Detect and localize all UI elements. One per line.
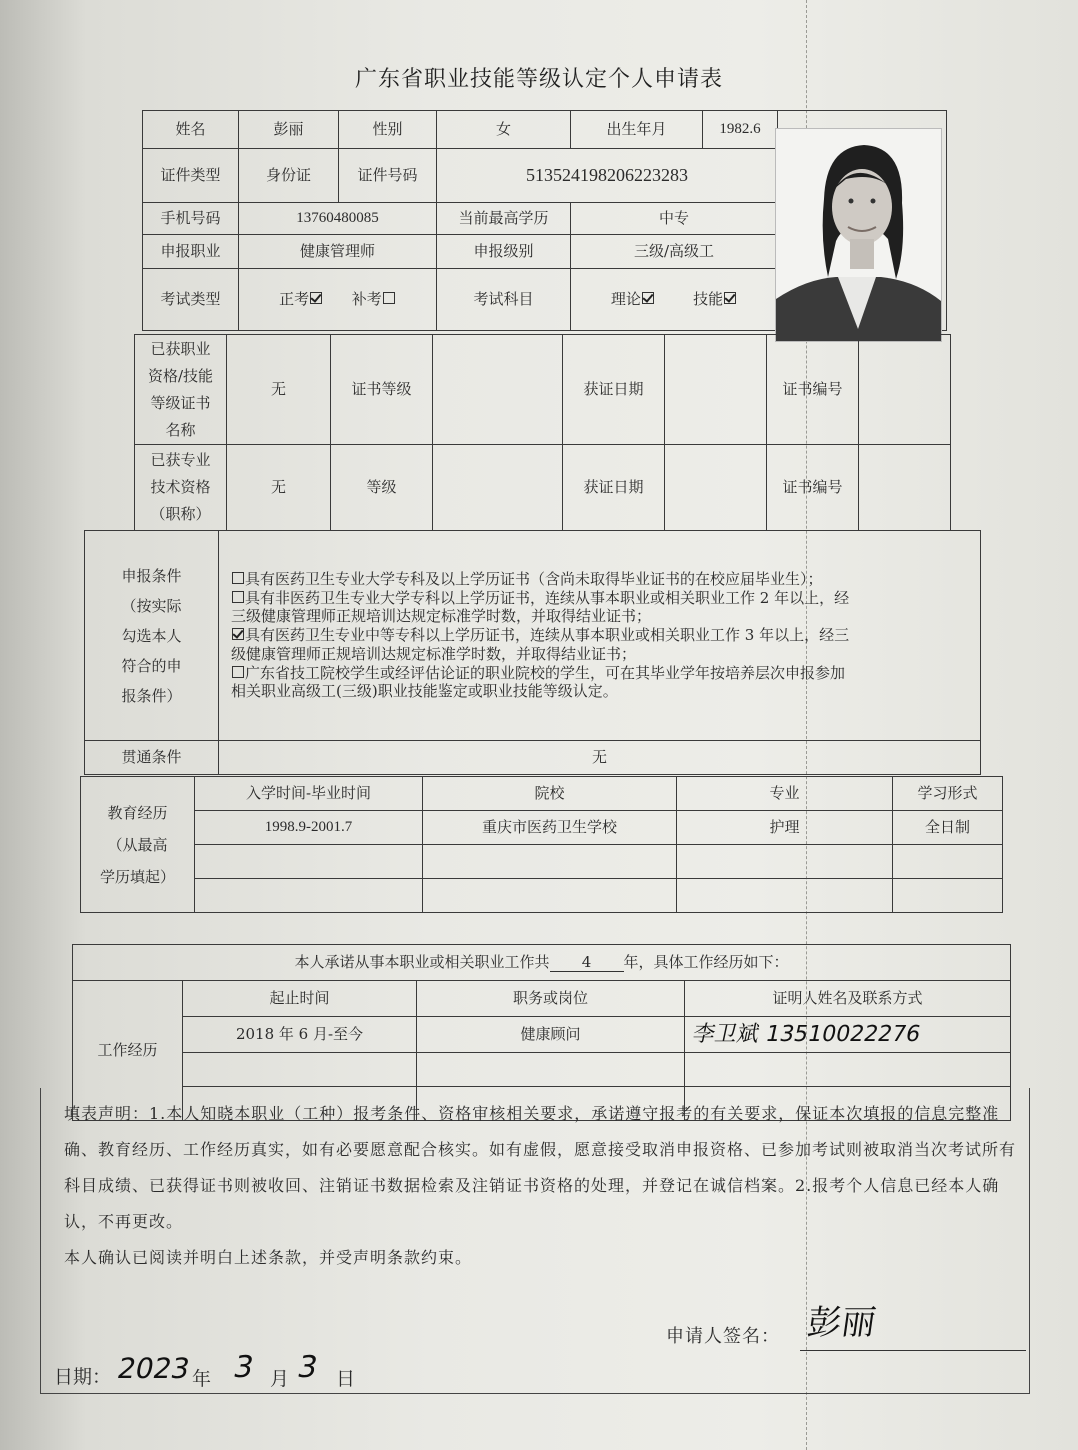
work-header-position: 职务或岗位	[417, 981, 685, 1017]
date-label: 日期：	[54, 1366, 112, 1388]
id-type-value: 身份证	[239, 149, 339, 203]
work-period: 2018 年 6 月-至今	[183, 1017, 417, 1053]
level-value: 三级/高级工	[571, 235, 778, 269]
condition-item-2: 具有非医药卫生专业大学专科以上学历证书，连续从事本职业或相关职业工作 2 年以上，经 三级健康管理师正规培训达规定标准学时数，并取得结业证书；	[231, 588, 850, 626]
work-years: 4	[550, 953, 624, 973]
qualification-table	[134, 334, 951, 531]
condition-item-4: 广东省技工院校学生或经评估论证的职业院校的学生，可在其毕业学年按培养层次申报参加 相关职业高级工(三级)职业技能鉴定或职业技能等级认定。	[231, 663, 846, 701]
work-header-reference: 证明人姓名及联系方式	[685, 981, 1011, 1017]
edu-mode: 全日制	[893, 811, 1003, 845]
table-row	[73, 1017, 1011, 1053]
date-day: 3	[294, 1350, 321, 1385]
subject-skill-label: 技能	[693, 290, 724, 309]
signature-line	[800, 1350, 1026, 1351]
exam-makeup-label: 补考	[351, 290, 382, 309]
id-no-label: 证件号码	[339, 149, 437, 203]
edu-school: 重庆市医药卫生学校	[423, 811, 677, 845]
table-row	[73, 1053, 1011, 1087]
table-row	[81, 811, 1003, 845]
work-position: 健康顾问	[417, 1017, 685, 1053]
tech-date-label: 获证日期	[563, 445, 665, 531]
table-row	[81, 845, 1003, 879]
declaration-para-1: 填表声明：1.本人知晓本职业（工种）报考条件、资格审核相关要求，承诺遵守报考的有关要求，保证本次填报的信息完整准确、教育经历、工作经历真实，如有必要愿意配合核实。如有虚假，愿意接受取消申报资格、已参加考试则被取消当次考试所有科目成绩、已获得证书则被收回、注销证书数据检索及注销证书资格的处理，并登记在诚信档案。2.报考个人信息已经本人确认，不再更改。	[64, 1104, 1017, 1231]
tech-date-value	[665, 445, 767, 531]
date-year-unit: 年	[192, 1368, 212, 1390]
conditions-table	[84, 530, 981, 775]
date-day-unit: 日	[336, 1368, 356, 1390]
phone-label: 手机号码	[143, 203, 239, 235]
education-table	[80, 776, 1003, 913]
cert-name-value: 无	[227, 335, 331, 445]
conditions-label: 申报条件 （按实际 勾选本人 符合的申 报条件）	[85, 531, 219, 741]
exam-regular-checkbox[interactable]	[310, 292, 322, 304]
tech-no-label: 证书编号	[767, 445, 859, 531]
condition-item-1: 具有医药卫生专业大学专科及以上学历证书（含尚未取得毕业证书的在校应届毕业生）；	[231, 570, 968, 589]
exam-regular-label: 正考	[279, 290, 310, 309]
name-value: 彭丽	[239, 111, 339, 149]
level-label: 申报级别	[437, 235, 571, 269]
date-month: 3	[230, 1350, 257, 1385]
signature: 彭丽	[804, 1303, 879, 1343]
form-title: 广东省职业技能等级认定个人申请表	[354, 67, 723, 92]
portrait-icon	[776, 129, 941, 341]
condition-1-checkbox[interactable]	[232, 572, 244, 584]
cert-name-label: 已获职业 资格/技能 等级证书 名称	[135, 335, 227, 445]
education-label: 教育经历 （从最高 学历填起）	[81, 777, 195, 913]
subject-label: 考试科目	[437, 269, 571, 331]
work-label: 工作经历	[73, 981, 183, 1121]
edu-label: 当前最高学历	[437, 203, 571, 235]
subject-theory-label: 理论	[610, 290, 641, 309]
condition-4-checkbox[interactable]	[232, 666, 244, 678]
edu-header-major: 专业	[677, 777, 893, 811]
cert-no-value	[859, 335, 951, 445]
date-month-unit: 月	[270, 1368, 290, 1390]
edu-value: 中专	[571, 203, 778, 235]
tech-label: 已获专业 技术资格 （职称）	[135, 445, 227, 531]
id-no-value: 513524198206223283	[437, 149, 778, 203]
edu-major: 护理	[677, 811, 893, 845]
gender-label: 性别	[339, 111, 437, 149]
applicant-photo	[775, 128, 942, 342]
through-label: 贯通条件	[85, 741, 219, 775]
exam-type-label: 考试类型	[143, 269, 239, 331]
date-year: 2023	[114, 1352, 193, 1385]
edu-header-period: 入学时间-毕业时间	[195, 777, 423, 811]
job-label: 申报职业	[143, 235, 239, 269]
exam-type-options	[239, 269, 437, 331]
declaration-text	[64, 1096, 1016, 1276]
edu-period: 1998.9-2001.7	[195, 811, 423, 845]
cert-date-value	[665, 335, 767, 445]
condition-3-checkbox[interactable]	[232, 628, 244, 640]
cert-level-label: 证书等级	[331, 335, 433, 445]
cert-date-label: 获证日期	[563, 335, 665, 445]
tech-no-value	[859, 445, 951, 531]
tech-value: 无	[227, 445, 331, 531]
work-promise: 本人承诺从事本职业或相关职业工作共 4 年，具体工作经历如下：	[73, 945, 1011, 981]
phone-value: 13760480085	[239, 203, 437, 235]
birth-label: 出生年月	[571, 111, 703, 149]
work-header-period: 起止时间	[183, 981, 417, 1017]
tech-level-label: 等级	[331, 445, 433, 531]
edu-header-mode: 学习形式	[893, 777, 1003, 811]
edu-header-school: 院校	[423, 777, 677, 811]
id-type-label: 证件类型	[143, 149, 239, 203]
declaration-para-2: 本人确认已阅读并明白上述条款，并受声明条款约束。	[64, 1248, 473, 1267]
subject-theory-checkbox[interactable]	[642, 292, 654, 304]
birth-value: 1982.6	[703, 111, 778, 149]
subject-options	[571, 269, 778, 331]
through-value: 无	[219, 741, 981, 775]
tech-level-value	[433, 445, 563, 531]
name-label: 姓名	[143, 111, 239, 149]
gender-value: 女	[437, 111, 571, 149]
work-reference: 李卫斌 13510022276	[685, 1017, 1011, 1053]
table-row	[81, 879, 1003, 913]
exam-makeup-checkbox[interactable]	[383, 292, 395, 304]
cert-no-label: 证书编号	[767, 335, 859, 445]
condition-2-checkbox[interactable]	[232, 591, 244, 603]
condition-item-3: 具有医药卫生专业中等专科以上学历证书，连续从事本职业或相关职业工作 3 年以上，经三 级健康管理师正规培训达规定标准学时数，并取得结业证书；	[231, 626, 850, 663]
job-value: 健康管理师	[239, 235, 437, 269]
subject-skill-checkbox[interactable]	[724, 292, 736, 304]
cert-level-value	[433, 335, 563, 445]
signature-label: 申请人签名：	[666, 1326, 780, 1347]
conditions-list	[219, 531, 981, 741]
